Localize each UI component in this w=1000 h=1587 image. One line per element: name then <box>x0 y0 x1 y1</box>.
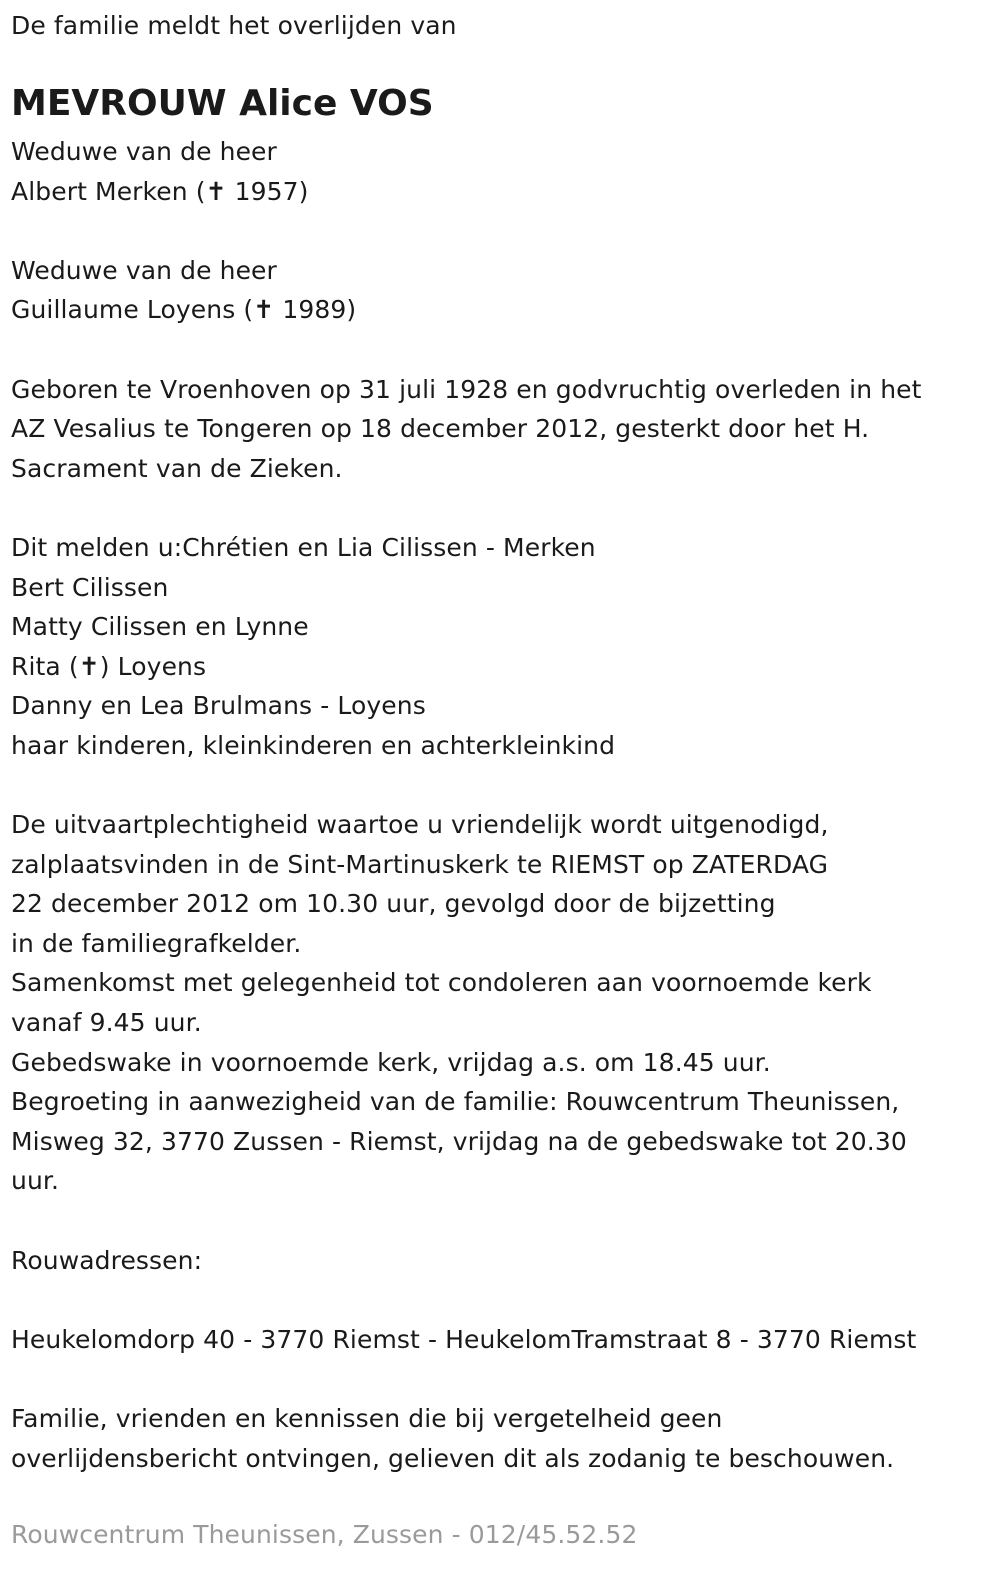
ceremony-line: uur. <box>11 1166 60 1196</box>
family-line: Dit melden u:Chrétien en Lia Cilissen - Merken <box>11 532 596 562</box>
ceremony-line: De uitvaartplechtigheid waartoe u vriendelijk wordt uitgenodigd, <box>11 810 829 840</box>
obituary-body <box>11 132 922 1478</box>
family-line: Rita (✝) Loyens <box>11 651 207 681</box>
birth-death-paragraph <box>11 370 922 489</box>
addresses-text: Heukelomdorp 40 - 3770 Riemst - HeukelomTramstraat 8 - 3770 Riemst <box>11 1324 917 1354</box>
family-line: Danny en Lea Brulmans - Loyens <box>11 691 426 721</box>
ceremony-line: Begroeting in aanwezigheid van de familie: Rouwcentrum Theunissen, <box>11 1087 900 1117</box>
spouse-1-title: Weduwe van de heer <box>11 137 277 166</box>
spouse-1-name: Albert Merken (✝ 1957) <box>11 176 309 206</box>
family-line: Matty Cilissen en Lynne <box>11 612 309 642</box>
addresses-label: Rouwadressen: <box>11 1245 203 1275</box>
ceremony-line: zalplaatsvinden in de Sint-Martinuskerk te RIEMST op ZATERDAG <box>11 849 829 879</box>
intro-text: De familie meldt het overlijden van <box>11 11 457 40</box>
family-line: haar kinderen, kleinkinderen en achterkleinkind <box>11 730 616 760</box>
ceremony-paragraph <box>11 805 922 1201</box>
birth-death-line: Sacrament van de Zieken. <box>11 453 343 483</box>
family-list <box>11 528 922 766</box>
spouse-2-name: Guillaume Loyens (✝ 1989) <box>11 295 357 325</box>
birth-death-line: Geboren te Vroenhoven op 31 juli 1928 en godvruchtig overleden in het <box>11 374 922 404</box>
family-line: Bert Cilissen <box>11 572 169 602</box>
spouse-2-title: Weduwe van de heer <box>11 255 277 285</box>
spouse-block-2 <box>11 251 922 330</box>
ceremony-line: Gebedswake in voornoemde kerk, vrijdag a.s. om 18.45 uur. <box>11 1047 771 1077</box>
ceremony-line: Samenkomst met gelegenheid tot condoleren aan voornoemde kerk <box>11 968 872 998</box>
spouse-block-1 <box>11 132 922 211</box>
closing-paragraph <box>11 1399 922 1478</box>
birth-death-line: AZ Vesalius te Tongeren op 18 december 2012, gesterkt door het H. <box>11 414 870 444</box>
funeral-home-footer: Rouwcentrum Theunissen, Zussen - 012/45.52.52 <box>11 1520 638 1549</box>
ceremony-line: Misweg 32, 3770 Zussen - Riemst, vrijdag na de gebedswake tot 20.30 <box>11 1126 907 1156</box>
closing-line: overlijdensbericht ontvingen, gelieven dit als zodanig te beschouwen. <box>11 1443 895 1473</box>
ceremony-line: in de familiegrafkelder. <box>11 928 302 958</box>
deceased-name: MEVROUW Alice VOS <box>11 83 434 124</box>
ceremony-line: 22 december 2012 om 10.30 uur, gevolgd door de bijzetting <box>11 889 776 919</box>
ceremony-line: vanaf 9.45 uur. <box>11 1008 202 1038</box>
closing-line: Familie, vrienden en kennissen die bij vergetelheid geen <box>11 1404 723 1433</box>
